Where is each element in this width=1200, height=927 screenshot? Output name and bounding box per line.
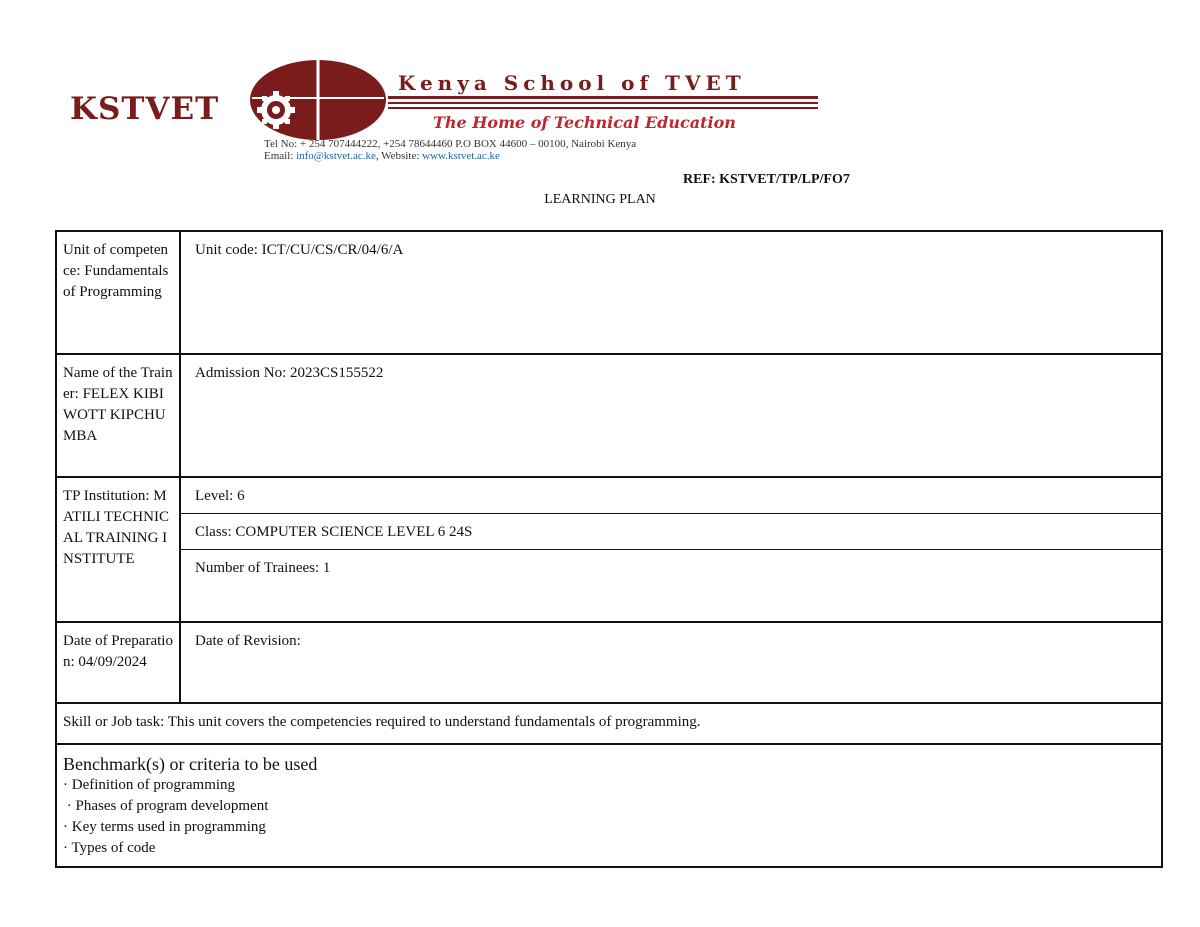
document-title: LEARNING PLAN (544, 192, 656, 207)
list-item: · Phases of program development (63, 798, 269, 814)
benchmark-cell (57, 745, 1161, 866)
admission-number-cell: Admission No: 2023CS155522 (195, 365, 384, 381)
level-cell: Level: 6 (181, 478, 1161, 514)
tagline: The Home of Technical Education (433, 113, 736, 132)
email-link[interactable]: info@kstvet.ac.ke (296, 150, 376, 162)
unit-code-cell: Unit code: ICT/CU/CS/CR/04/6/A (195, 242, 404, 258)
list-item: · Definition of programming (63, 777, 236, 793)
header-rule (388, 107, 818, 109)
tp-institution-cell: TP Institution: MATILI TECHNICAL TRAINING INSTITUTE (57, 478, 181, 621)
header-rule (388, 96, 818, 99)
trainer-name-cell: Name of the Trainer: FELEX KIBIWOTT KIPCHUMBA (57, 355, 181, 476)
school-name: Kenya School of TVET (398, 71, 746, 95)
unit-of-competence-cell: Unit of competence: Fundamentals of Programming (57, 232, 181, 353)
list-item: · Types of code (63, 840, 156, 856)
table-row (57, 478, 1161, 623)
list-item: · Key terms used in programming (63, 819, 266, 835)
benchmark-list (63, 775, 1155, 859)
table-row (57, 623, 1161, 704)
contact-info (264, 138, 824, 162)
letterhead (68, 58, 828, 168)
gear-emblem-icon (248, 58, 388, 148)
date-of-preparation-cell: Date of Preparation: 04/09/2024 (57, 623, 181, 702)
benchmark-title: Benchmark(s) or criteria to be used (63, 754, 318, 774)
date-of-revision-cell: Date of Revision: (195, 633, 301, 649)
website-label: , Website: (375, 150, 423, 162)
contact-web (264, 150, 824, 162)
class-details (181, 478, 1161, 621)
logo-wordmark: KSTVET (70, 91, 220, 127)
header-rule (388, 102, 818, 104)
reference-number: REF: KSTVET/TP/LP/FO7 (683, 172, 850, 187)
table-row (57, 704, 1161, 745)
trainees-cell: Number of Trainees: 1 (195, 560, 331, 576)
table-row (57, 745, 1161, 866)
email-label: Email: (264, 150, 297, 162)
website-link[interactable]: www.kstvet.ac.ke (422, 150, 500, 162)
table-row (57, 355, 1161, 478)
table-row (57, 232, 1161, 355)
skill-task-cell: Skill or Job task: This unit covers the competencies required to understand fundamentals of programming. (63, 714, 701, 730)
class-cell: Class: COMPUTER SCIENCE LEVEL 6 24S (181, 514, 1161, 550)
contact-phone: Tel No: + 254 707444222, +254 78644460 P.O BOX 44600 – 00100, Nairobi Kenya (264, 138, 637, 150)
learning-plan-table (55, 230, 1163, 868)
